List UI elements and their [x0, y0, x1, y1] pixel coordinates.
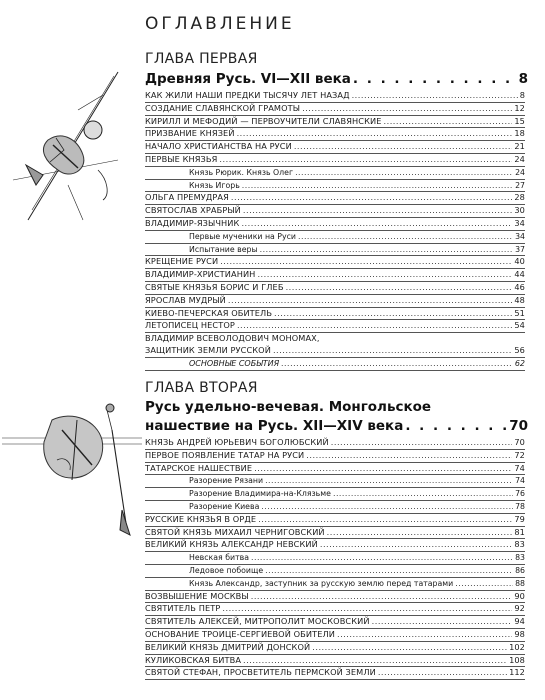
toc-entry[interactable]: [145, 603, 525, 616]
toc-entry[interactable]: [145, 616, 525, 629]
toc-entry[interactable]: [145, 437, 525, 450]
toc-entry-title: СВЯТИТЕЛЬ АЛЕКСЕЙ, МИТРОПОЛИТ МОСКОВСКИЙ: [145, 616, 370, 627]
leader-dots: [261, 501, 513, 513]
leader-dots: [219, 154, 512, 166]
toc-entry[interactable]: [145, 154, 525, 167]
toc-entry-title: Разорение Владимира-на-Клязьме: [189, 489, 331, 499]
toc-entry-page: 76: [515, 489, 525, 499]
leader-dots: [265, 475, 513, 487]
toc-entry-title: КАК ЖИЛИ НАШИ ПРЕДКИ ТЫСЯЧУ ЛЕТ НАЗАД: [145, 90, 350, 100]
toc-entry-title: КИРИЛЛ И МЕФОДИЙ — ПЕРВОУЧИТЕЛИ СЛАВЯНСКИЕ: [145, 115, 382, 126]
toc-entry-page: 30: [514, 205, 525, 216]
toc-entry-page: 94: [514, 616, 525, 627]
leader-dots: [222, 603, 512, 615]
toc-entry[interactable]: [145, 141, 525, 154]
toc-entry-title: ЯРОСЛАВ МУДРЫЙ: [145, 294, 226, 305]
leader-dots: [242, 180, 513, 192]
toc-entry-page: 8: [519, 90, 525, 100]
leader-dots: [251, 591, 513, 603]
toc-entry-title: ПЕРВОЕ ПОЯВЛЕНИЕ ТАТАР НА РУСИ: [145, 449, 305, 460]
toc-entry-page: 24: [515, 167, 525, 177]
chapter-2-title[interactable]: [145, 398, 528, 436]
spear-shield-illustration-icon: [2, 390, 142, 540]
toc-entry-page: 102: [509, 641, 525, 652]
leader-dots: [265, 565, 513, 577]
leader-dots: [251, 552, 513, 564]
leader-dots: [237, 128, 513, 140]
toc-entry-page: 90: [514, 590, 525, 601]
leader-dots: [254, 463, 512, 475]
toc-entry-page: 28: [514, 192, 525, 203]
toc-entry[interactable]: [145, 527, 525, 540]
toc-entry-page: 92: [514, 603, 525, 614]
leader-dots: [353, 70, 517, 89]
toc-entry-page: 74: [515, 476, 525, 486]
chapter-1-label: ГЛАВА ПЕРВАЯ: [145, 51, 258, 67]
toc-entry[interactable]: [145, 667, 525, 680]
leader-dots: [260, 244, 513, 256]
toc-entry-page: 88: [515, 578, 525, 588]
toc-entry-title: СВЯТИТЕЛЬ ПЕТР: [145, 603, 221, 614]
toc-entry-title: КИЕВО-ПЕЧЕРСКАЯ ОБИТЕЛЬ: [145, 307, 273, 318]
toc-entry-title: ВЕЛИКИЙ КНЯЗЬ ДМИТРИЙ ДОНСКОЙ: [145, 641, 311, 652]
toc-entry-title: Князь Игорь: [189, 180, 240, 190]
toc-entry-page: 34: [514, 217, 525, 228]
toc-entry-page: 18: [514, 128, 525, 139]
toc-entry-title: ПРИЗВАНИЕ КНЯЗЕЙ: [145, 128, 235, 139]
toc-entry-title: СВЯТОЙ СТЕФАН, ПРОСВЕТИТЕЛЬ ПЕРМСКОЙ ЗЕМЛИ: [145, 667, 376, 678]
toc-entry-page: 83: [515, 553, 525, 563]
toc-entry-title: Невская битва: [189, 553, 249, 563]
toc-entry-page: 34: [515, 231, 525, 241]
toc-entry[interactable]: [145, 475, 525, 488]
toc-entry[interactable]: [145, 282, 525, 295]
toc-entry-page: 56: [514, 344, 525, 355]
leader-dots: [286, 282, 513, 294]
toc-entry-title: РУССКИЕ КНЯЗЬЯ В ОРДЕ: [145, 513, 257, 524]
leader-dots: [327, 527, 513, 539]
leader-dots: [231, 192, 513, 204]
leader-dots: [258, 514, 512, 526]
toc-entry-page: 74: [514, 462, 525, 473]
leader-dots: [237, 320, 512, 332]
leader-dots: [273, 345, 512, 357]
toc-entry-page: 72: [514, 449, 525, 460]
toc-entry[interactable]: [145, 90, 525, 103]
toc-entry-page: 62: [514, 358, 525, 368]
toc-entry[interactable]: [145, 629, 525, 642]
toc-entry-title: НАЧАЛО ХРИСТИАНСТВА НА РУСИ: [145, 141, 292, 152]
toc-entry[interactable]: [145, 205, 525, 218]
leader-dots: [337, 629, 512, 641]
chapter-2-title-line-1: Русь удельно-вечевая. Монгольское: [145, 399, 432, 415]
chapter-1-entries: [145, 90, 525, 371]
toc-entry[interactable]: [145, 642, 525, 655]
toc-entry-page: 108: [509, 654, 525, 665]
toc-entry-title: Первые мученики на Руси: [189, 231, 296, 241]
toc-entry[interactable]: [145, 450, 525, 463]
toc-entry-title: Испытание веры: [189, 244, 258, 254]
toc-entry[interactable]: [145, 218, 525, 231]
toc-entry[interactable]: [145, 269, 525, 282]
leader-dots: [331, 437, 513, 449]
toc-entry[interactable]: [145, 116, 525, 129]
toc-entry-title: ВЛАДИМИР-ХРИСТИАНИН: [145, 269, 256, 280]
toc-entry-page: 51: [514, 307, 525, 318]
toc-entry-title: Разорение Рязани: [189, 476, 264, 486]
toc-entry-title: ОСНОВАНИЕ ТРОИЦЕ-СЕРГИЕВОЙ ОБИТЕЛИ: [145, 628, 335, 639]
toc-entry[interactable]: [145, 180, 525, 193]
chapter-1-page: 8: [518, 71, 528, 87]
leader-dots: [281, 358, 513, 370]
toc-entry-title: КУЛИКОВСКАЯ БИТВА: [145, 654, 242, 665]
toc-entry-title: ОСНОВНЫЕ СОБЫТИЯ: [189, 358, 280, 368]
toc-entry-page: 81: [514, 526, 525, 537]
toc-entry-page: 12: [514, 102, 525, 113]
toc-entry-page: 44: [514, 269, 525, 280]
leader-dots: [295, 167, 513, 179]
toc-entry[interactable]: [145, 578, 525, 591]
toc-entry-title: Разорение Киева: [189, 501, 260, 511]
toc-entry-title: КНЯЗЬ АНДРЕЙ ЮРЬЕВИЧ БОГОЛЮБСКИЙ: [145, 437, 329, 447]
leader-dots: [352, 90, 518, 102]
sword-illustration-icon: [8, 70, 128, 230]
toc-entry-title: КРЕЩЕНИЕ РУСИ: [145, 256, 219, 267]
page-title: ОГЛАВЛЕНИЕ: [145, 14, 295, 34]
toc-entry-page: 78: [515, 501, 525, 511]
leader-dots: [378, 667, 507, 679]
toc-entry-title: СОЗДАНИЕ СЛАВЯНСКОЙ ГРАМОТЫ: [145, 102, 301, 113]
toc-entry[interactable]: [145, 320, 525, 333]
leader-dots: [257, 269, 512, 281]
toc-entry-page: 86: [515, 565, 525, 575]
leader-dots: [274, 308, 512, 320]
toc-entry[interactable]: [145, 295, 525, 308]
chapter-2-entries: [145, 437, 525, 680]
leader-dots: [333, 488, 513, 500]
toc-entry[interactable]: [145, 345, 525, 358]
toc-entry-page: 21: [514, 141, 525, 152]
chapter-2-page: 70: [509, 418, 528, 434]
toc-entry[interactable]: [145, 231, 525, 244]
toc-entry[interactable]: [145, 591, 525, 604]
toc-entry-page: 54: [514, 320, 525, 331]
leader-dots: [306, 450, 512, 462]
leader-dots: [220, 256, 512, 268]
toc-entry[interactable]: [145, 128, 525, 141]
toc-entry-page: 37: [515, 244, 525, 254]
toc-entry[interactable]: [145, 488, 525, 501]
leader-dots: [302, 103, 512, 115]
leader-dots: [228, 295, 512, 307]
chapter-2-title-line-2: нашествие на Русь. XII—XIV века: [145, 418, 404, 434]
toc-entry[interactable]: [145, 244, 525, 257]
leader-dots: [320, 539, 513, 551]
toc-entry[interactable]: [145, 192, 525, 205]
toc-entry-page: 98: [514, 628, 525, 639]
leader-dots: [241, 218, 512, 230]
toc-entry-title: СВЯТЫЕ КНЯЗЬЯ БОРИС И ГЛЕБ: [145, 281, 284, 292]
toc-entry[interactable]: [145, 514, 525, 527]
toc-entry-title: ТАТАРСКОЕ НАШЕСТВИЕ: [145, 462, 253, 473]
toc-entry[interactable]: [145, 539, 525, 552]
toc-entry-page: 70: [514, 437, 525, 447]
toc-entry-page: 46: [514, 281, 525, 292]
toc-entry-page: 79: [514, 513, 525, 524]
toc-entry-page: 40: [514, 256, 525, 267]
leader-dots: [294, 141, 513, 153]
toc-entry-title: Ледовое побоище: [189, 565, 264, 575]
toc-entry[interactable]: [145, 565, 525, 578]
toc-entry-title: ВОЗВЫШЕНИЕ МОСКВЫ: [145, 590, 249, 601]
chapter-1-title[interactable]: [145, 70, 528, 89]
leader-dots: [243, 205, 512, 217]
leader-dots: [312, 642, 507, 654]
toc-entry-page: 24: [514, 153, 525, 164]
toc-entry[interactable]: [145, 358, 525, 371]
toc-entry[interactable]: [145, 333, 525, 345]
chapter-2-label: ГЛАВА ВТОРАЯ: [145, 380, 258, 396]
leader-dots: [455, 578, 513, 590]
toc-entry-title: ПЕРВЫЕ КНЯЗЬЯ: [145, 153, 218, 164]
toc-entry-title: ВЕЛИКИЙ КНЯЗЬ АЛЕКСАНДР НЕВСКИЙ: [145, 539, 318, 550]
toc-entry-page: 83: [514, 539, 525, 550]
toc-entry[interactable]: [145, 655, 525, 668]
leader-dots: [384, 116, 513, 128]
toc-entry[interactable]: [145, 167, 525, 180]
toc-entry[interactable]: [145, 501, 525, 514]
toc-entry-page: 112: [509, 667, 525, 678]
toc-entry[interactable]: [145, 256, 525, 269]
leader-dots: [405, 417, 507, 436]
toc-entry-title: Князь Александр, заступник за русскую землю перед татарами: [189, 578, 454, 588]
toc-entry-page: 48: [514, 294, 525, 305]
toc-entry-page: 27: [515, 180, 525, 190]
toc-entry-title: ВЛАДИМИР ВСЕВОЛОДОВИЧ МОНОМАХ,: [145, 333, 320, 344]
toc-entry[interactable]: [145, 308, 525, 321]
toc-entry-title: ЗАЩИТНИК ЗЕМЛИ РУССКОЙ: [145, 344, 271, 355]
toc-entry-title: ЛЕТОПИСЕЦ НЕСТОР: [145, 320, 235, 331]
toc-entry[interactable]: [145, 463, 525, 476]
toc-entry-title: ОЛЬГА ПРЕМУДРАЯ: [145, 192, 229, 203]
leader-dots: [298, 231, 513, 243]
leader-dots: [243, 655, 507, 667]
leader-dots: [372, 616, 513, 628]
toc-entry[interactable]: [145, 552, 525, 565]
toc-entry-title: СВЯТОСЛАВ ХРАБРЫЙ: [145, 205, 241, 216]
toc-entry[interactable]: [145, 103, 525, 116]
chapter-1-title-text: Древняя Русь. VI—XII века: [145, 71, 351, 87]
toc-entry-title: ВЛАДИМИР-ЯЗЫЧНИК: [145, 217, 240, 228]
toc-entry-page: 15: [514, 115, 525, 126]
toc-entry-title: СВЯТОЙ КНЯЗЬ МИХАИЛ ЧЕРНИГОВСКИЙ: [145, 526, 325, 537]
toc-entry-title: Князь Рюрик. Князь Олег: [189, 167, 294, 177]
